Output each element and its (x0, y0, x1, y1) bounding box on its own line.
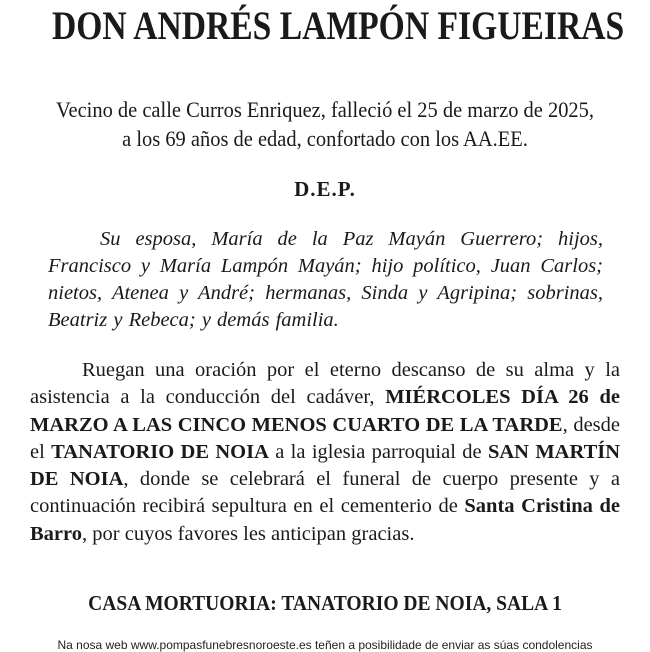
ruegan-paragraph (30, 357, 620, 548)
ruegan-cemetery: Santa Cristina de Barro (30, 495, 620, 545)
ruegan-text-2: , desde el (30, 413, 620, 463)
intro-line-2: a los 69 años de edad, confortado con los AA.EE. (122, 126, 528, 151)
footer-web-note: Na nosa web www.pompasfunebresnoroeste.es teñen a posibilidade de enviar as súas condolencias (57, 638, 593, 652)
family-paragraph: Su esposa, María de la Paz Mayán Guerrero; hijos, Francisco y María Lampón Mayán; hijo político, Juan Carlos; nietos, Atenea y André; hermanas, Sinda y Agripina; sobrinas, Beatriz y Rebeca; y demás familia. (48, 228, 603, 331)
dep-heading: D.E.P. (294, 177, 356, 201)
deceased-name: DON ANDRÉS LAMPÓN FIGUEIRAS (52, 3, 625, 48)
ruegan-text-1: Ruegan una oración por el eterno descanso de su alma y la asistencia a la conducción del cadáver, (30, 359, 620, 409)
ruegan-tanatorio: TANATORIO DE NOIA (51, 440, 269, 463)
intro-paragraph (0, 95, 650, 153)
ruegan-text-3: a la iglesia parroquial de (268, 440, 488, 463)
intro-line-1: Vecino de calle Curros Enriquez, falleció el 25 de marzo de 2025, (55, 97, 595, 122)
ruegan-text-4: , donde se celebrará el funeral de cuerpo presente y a continuación recibirá sepultura en el cementerio de (30, 468, 620, 518)
ruegan-date-time: MIÉRCOLES DÍA 26 de MARZO A LAS CINCO MENOS CUARTO DE LA TARDE (30, 386, 620, 436)
casa-mortuoria: CASA MORTUORIA: TANATORIO DE NOIA, SALA 1 (88, 591, 562, 615)
ruegan-church: SAN MARTÍN DE NOIA (30, 440, 621, 491)
ruegan-text-5: , por cuyos favores les anticipan gracias. (82, 522, 415, 545)
